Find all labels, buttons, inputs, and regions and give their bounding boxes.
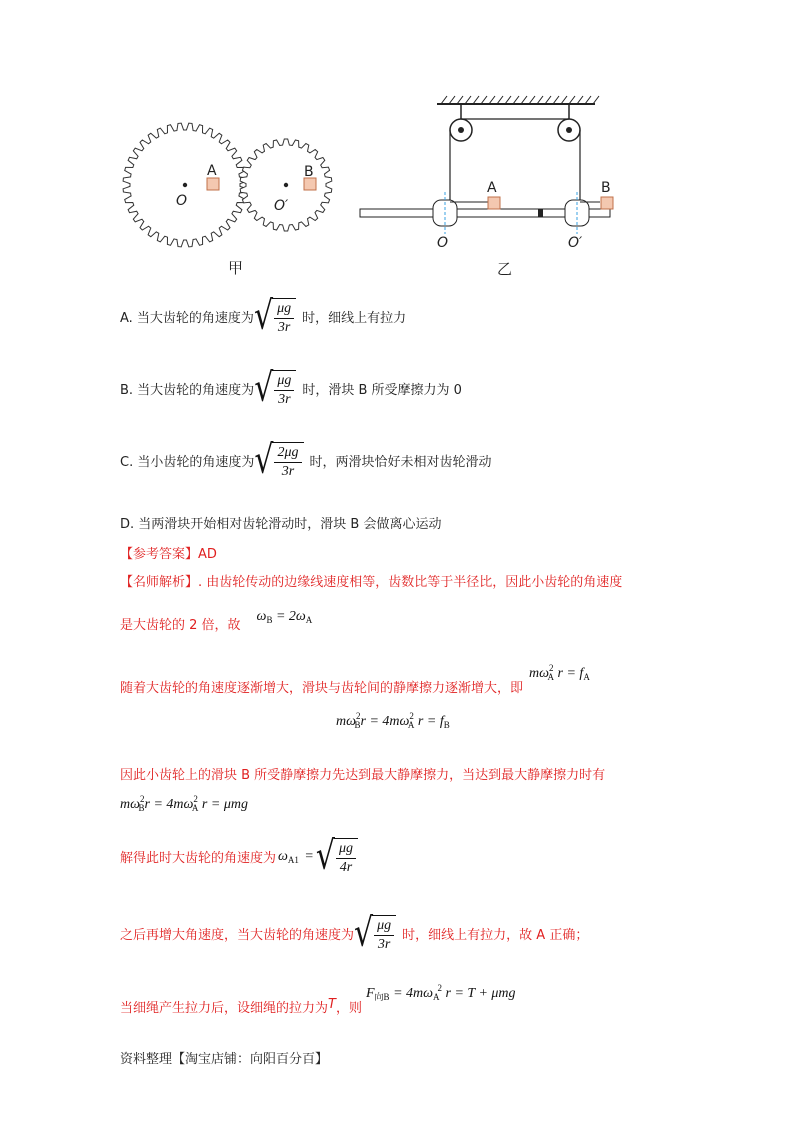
label-O: O <box>176 193 188 209</box>
slider-block-A <box>207 178 219 190</box>
label-A: A <box>487 180 497 196</box>
option-A-prefix: A. 当大齿轮的角速度为 <box>120 311 254 326</box>
option-A <box>120 293 407 339</box>
analysis-line-3-text: 随着大齿轮的角速度逐渐增大，滑块与齿轮间的静摩擦力逐渐增大，即 <box>120 681 524 696</box>
equation-max-friction: $m\omega^2_Br = 4m\omega^2_A$ r = μmg <box>120 794 248 813</box>
hatch-line <box>537 96 543 104</box>
formula-denominator: 3r <box>281 464 295 479</box>
option-B-suffix: 时，滑块 B 所受摩擦力为 0 <box>302 383 462 398</box>
equation-main: $m\omega^2_Br = 4m\omega^2_A$ $r = f_B$ <box>336 711 450 730</box>
sqrt-formula: √ $\frac{\mu g}{3r}$ <box>354 915 396 952</box>
hatch-line <box>593 96 599 104</box>
hatch-line <box>457 96 463 104</box>
center-dot-O2 <box>284 183 288 187</box>
stopper <box>538 209 543 217</box>
analysis-line-2-text: 是大齿轮的 2 倍，故 <box>120 618 241 633</box>
gear-figure-jia <box>110 120 350 260</box>
analysis-line-6-prefix: 之后再增大角速度，当大齿轮的角速度为 <box>120 928 355 943</box>
hatch-line <box>553 96 559 104</box>
pulley-figure-yi <box>355 92 635 252</box>
caption-jia: 甲 <box>228 259 244 277</box>
hatch-line <box>481 96 487 104</box>
sqrt-formula: √ $\frac{2\mu g}{3r}$ <box>254 442 303 479</box>
caption-yi: 乙 <box>497 260 513 278</box>
label-B: B <box>304 164 314 180</box>
center-dot-O <box>183 183 187 187</box>
hatch-line <box>505 96 511 104</box>
formula-numerator: 2μg <box>274 446 301 463</box>
option-A-suffix: 时，细线上有拉力 <box>302 311 407 326</box>
label-A: A <box>207 163 217 179</box>
hatch-line <box>449 96 455 104</box>
omega-A1: $\omega_{A1}$ = <box>278 848 314 865</box>
analysis-line-3 <box>120 663 590 696</box>
sqrt-formula: √ $\frac{\mu g}{4r}$ <box>316 838 358 875</box>
hatch-line <box>497 96 503 104</box>
analysis-line-1: 【名师解析】. 由齿轮传动的边缘线速度相等，齿数比等于半径比，因此小齿轮的角速度 <box>120 575 623 590</box>
formula-denominator: 3r <box>278 392 291 407</box>
hatch-line <box>529 96 535 104</box>
ceiling-hatch <box>441 96 599 104</box>
hatch-line <box>561 96 567 104</box>
option-B-prefix: B. 当大齿轮的角速度为 <box>120 383 255 398</box>
hatch-line <box>465 96 471 104</box>
option-C-suffix: 时，两滑块恰好未相对齿轮滑动 <box>309 455 492 470</box>
reference-answer: 【参考答案】AD <box>120 547 217 562</box>
label-O: O <box>437 235 449 251</box>
formula-denominator: 3r <box>277 320 291 335</box>
sqrt-formula: √ $\frac{\mu g}{3r}$ <box>254 298 296 335</box>
option-D: D. 当两滑块开始相对齿轮滑动时，滑块 B 会做离心运动 <box>120 517 442 532</box>
hatch-line <box>473 96 479 104</box>
label-O2: O′ <box>568 235 583 251</box>
slider-block-A <box>488 197 500 209</box>
hatch-line <box>577 96 583 104</box>
equation-fA: $m\omega^2_A$ $r = f_A$ <box>529 663 590 682</box>
hatch-line <box>521 96 527 104</box>
hatch-line <box>569 96 575 104</box>
hatch-line <box>585 96 591 104</box>
analysis-line-7-mid: ，则 <box>335 1001 362 1016</box>
label-O2: O′ <box>274 198 289 214</box>
analysis-line-7-prefix: 当细绳产生拉力后，设细绳的拉力为 <box>120 1001 329 1016</box>
pulley-right-axle <box>566 127 572 133</box>
analysis-line-5 <box>120 833 358 879</box>
hatch-line <box>489 96 495 104</box>
analysis-line-4: 因此小齿轮上的滑块 B 所受静摩擦力先达到最大静摩擦力，当达到最大静摩擦力时有 <box>120 768 606 783</box>
formula-numerator: μg <box>274 302 294 319</box>
analysis-line-6-suffix: 时，细线上有拉力，故 A 正确； <box>402 928 589 943</box>
sqrt-formula: √ $\frac{\mu g}{3r}$ <box>254 370 296 407</box>
footer-source: 资料整理【淘宝店铺：向阳百分百】 <box>120 1052 329 1067</box>
analysis-line-5-text: 解得此时大齿轮的角速度为 <box>120 851 277 866</box>
analysis-line-6 <box>120 910 589 956</box>
tension-T: T <box>328 997 336 1012</box>
label-B: B <box>601 180 611 196</box>
hatch-line <box>441 96 447 104</box>
formula-numerator: μg <box>274 374 294 391</box>
option-C <box>120 437 492 483</box>
hatch-line <box>513 96 519 104</box>
option-B <box>120 365 462 411</box>
equation-omega-ratio: $\omega_B = 2\omega_A$ <box>256 608 313 625</box>
analysis-line-7 <box>120 983 516 1016</box>
hatch-line <box>545 96 551 104</box>
pulley-left-axle <box>458 127 464 133</box>
option-C-prefix: C. 当小齿轮的角速度为 <box>120 455 255 470</box>
equation-tension: $F_{向B} = 4m\omega_A^2$ r = T + μmg <box>365 983 516 1002</box>
analysis-line-2 <box>120 608 313 633</box>
slider-block-B <box>601 197 613 209</box>
